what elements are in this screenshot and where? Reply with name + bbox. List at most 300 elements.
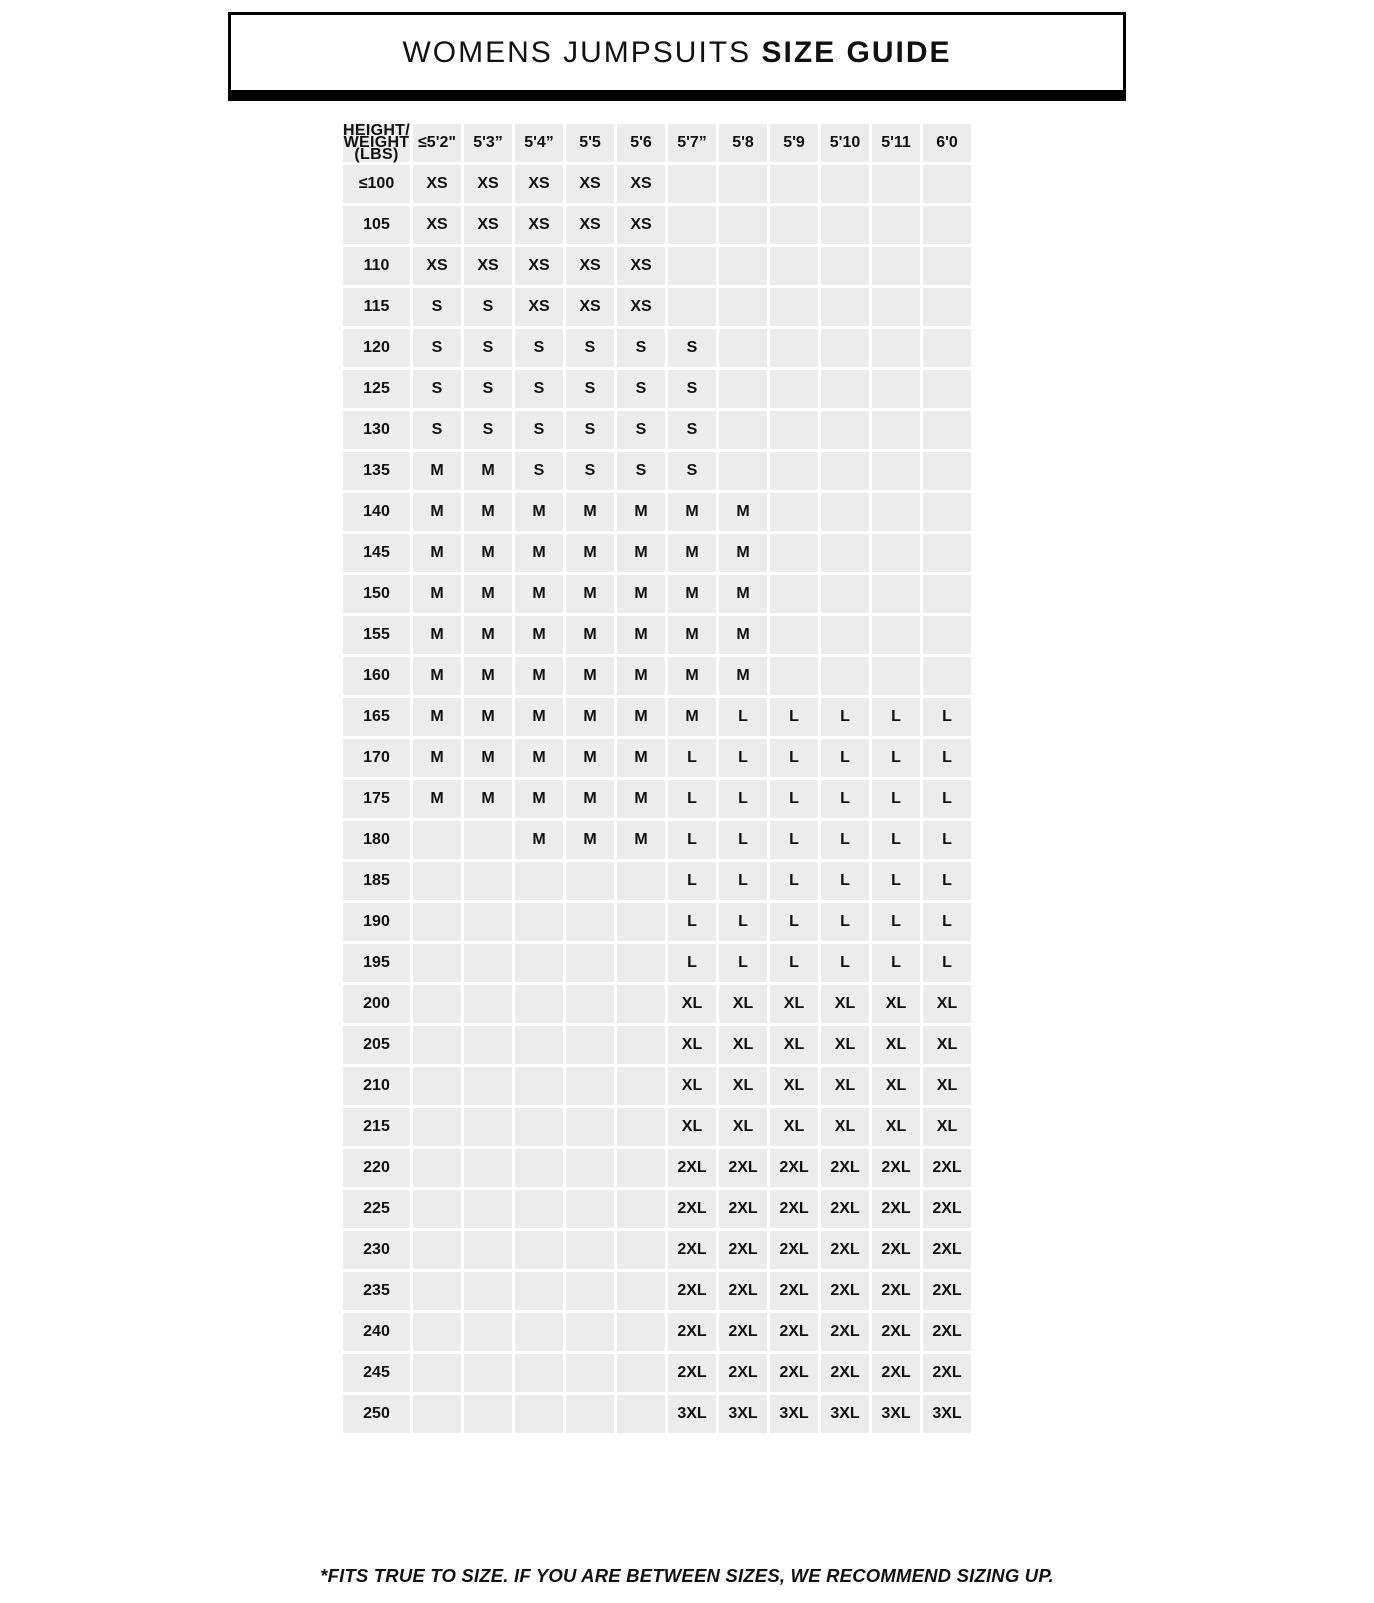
size-cell: 2XL [668,1231,716,1269]
empty-cell [617,1272,665,1310]
table-row [343,821,971,859]
size-cell: L [668,903,716,941]
size-cell: M [464,739,512,777]
table-row [343,739,971,777]
empty-cell [515,1108,563,1146]
row-header: 230 [343,1231,410,1269]
empty-cell [719,288,767,326]
column-header: 5'5 [566,124,614,162]
size-cell: L [923,903,971,941]
empty-cell [464,985,512,1023]
row-header: 245 [343,1354,410,1392]
size-cell: S [617,329,665,367]
empty-cell [719,452,767,490]
table-row [343,698,971,736]
size-cell: 2XL [923,1354,971,1392]
size-cell: 2XL [923,1313,971,1351]
size-cell: L [872,944,920,982]
empty-cell [923,575,971,613]
table-row [343,288,971,326]
empty-cell [413,1272,461,1310]
size-cell: 2XL [770,1313,818,1351]
empty-cell [923,329,971,367]
table-row [343,1026,971,1064]
size-cell: M [566,698,614,736]
empty-cell [617,1149,665,1187]
empty-cell [515,903,563,941]
size-cell: M [464,493,512,531]
empty-cell [464,1190,512,1228]
size-cell: 2XL [668,1149,716,1187]
empty-cell [515,1190,563,1228]
size-cell: XL [770,1026,818,1064]
size-cell: S [515,370,563,408]
size-cell: 3XL [770,1395,818,1433]
empty-cell [515,1395,563,1433]
empty-cell [617,1067,665,1105]
size-cell: XS [566,165,614,203]
size-cell: L [719,944,767,982]
size-cell: M [413,739,461,777]
size-cell: M [668,698,716,736]
size-cell: 2XL [668,1313,716,1351]
table-row [343,165,971,203]
row-header: 210 [343,1067,410,1105]
size-cell: S [617,370,665,408]
corner-label-line1: HEIGHT/ [343,122,410,139]
empty-cell [770,534,818,572]
empty-cell [566,1354,614,1392]
size-cell: L [923,821,971,859]
empty-cell [464,1067,512,1105]
empty-cell [515,944,563,982]
row-header: ≤100 [343,165,410,203]
size-cell: 3XL [923,1395,971,1433]
size-cell: 2XL [668,1354,716,1392]
size-cell: L [872,862,920,900]
empty-cell [821,575,869,613]
size-cell: XS [413,206,461,244]
table-row [343,411,971,449]
size-cell: 2XL [770,1231,818,1269]
empty-cell [821,493,869,531]
size-cell: M [566,657,614,695]
empty-cell [464,1313,512,1351]
size-cell: XL [668,1108,716,1146]
empty-cell [923,616,971,654]
size-cell: L [872,698,920,736]
size-cell: L [923,698,971,736]
size-cell: XL [821,985,869,1023]
empty-cell [617,862,665,900]
size-cell: M [515,739,563,777]
empty-cell [617,1026,665,1064]
empty-cell [413,1313,461,1351]
size-cell: XL [770,985,818,1023]
size-cell: M [617,780,665,818]
size-cell: M [617,493,665,531]
size-cell: M [566,780,614,818]
table-row [343,1395,971,1433]
empty-cell [872,411,920,449]
row-header: 110 [343,247,410,285]
empty-cell [821,534,869,572]
empty-cell [617,1313,665,1351]
empty-cell [515,1026,563,1064]
empty-cell [464,1354,512,1392]
empty-cell [566,944,614,982]
empty-cell [872,247,920,285]
empty-cell [872,165,920,203]
empty-cell [566,1272,614,1310]
table-row [343,575,971,613]
size-cell: S [515,411,563,449]
table-row [343,616,971,654]
empty-cell [770,493,818,531]
row-header: 215 [343,1108,410,1146]
empty-cell [617,1231,665,1269]
table-row [343,1354,971,1392]
empty-cell [464,1149,512,1187]
size-cell: M [464,452,512,490]
size-cell: L [821,739,869,777]
empty-cell [770,370,818,408]
size-cell: 2XL [668,1190,716,1228]
size-cell: 2XL [770,1190,818,1228]
size-cell: S [413,411,461,449]
size-cell: M [719,657,767,695]
size-cell: L [719,862,767,900]
empty-cell [872,575,920,613]
size-cell: M [719,575,767,613]
empty-cell [617,1395,665,1433]
title-underbar [228,90,1126,101]
size-cell: L [872,780,920,818]
title-banner [228,12,1126,101]
empty-cell [872,493,920,531]
row-header: 160 [343,657,410,695]
table-row [343,985,971,1023]
empty-cell [821,616,869,654]
size-cell: XL [872,1026,920,1064]
empty-cell [770,657,818,695]
empty-cell [770,247,818,285]
empty-cell [413,1067,461,1105]
size-cell: M [566,575,614,613]
column-header: 5'7” [668,124,716,162]
empty-cell [566,1108,614,1146]
column-header: 5'10 [821,124,869,162]
size-cell: XS [617,165,665,203]
size-cell: M [413,575,461,613]
row-header: 135 [343,452,410,490]
row-header: 205 [343,1026,410,1064]
empty-cell [464,862,512,900]
size-cell: L [821,698,869,736]
size-cell: L [770,944,818,982]
empty-cell [515,1067,563,1105]
row-header: 195 [343,944,410,982]
size-cell: XL [770,1108,818,1146]
empty-cell [413,821,461,859]
empty-cell [515,985,563,1023]
table-row [343,944,971,982]
empty-cell [872,206,920,244]
empty-cell [923,452,971,490]
empty-cell [566,1026,614,1064]
empty-cell [464,1395,512,1433]
size-cell: M [413,534,461,572]
size-cell: M [413,493,461,531]
size-cell: 2XL [872,1272,920,1310]
size-cell: M [617,534,665,572]
size-cell: XL [668,1067,716,1105]
size-cell: L [923,780,971,818]
size-cell: S [464,288,512,326]
empty-cell [923,288,971,326]
size-cell: S [413,329,461,367]
size-cell: XL [719,985,767,1023]
size-cell: M [668,575,716,613]
empty-cell [413,862,461,900]
size-cell: S [413,288,461,326]
size-cell: 2XL [872,1313,920,1351]
empty-cell [821,657,869,695]
size-cell: 3XL [872,1395,920,1433]
size-cell: M [413,780,461,818]
size-cell: 2XL [719,1354,767,1392]
table-row [343,657,971,695]
empty-cell [923,534,971,572]
empty-cell [464,1272,512,1310]
size-cell: M [566,493,614,531]
empty-cell [923,247,971,285]
empty-cell [413,1190,461,1228]
empty-cell [821,206,869,244]
corner-header [343,124,410,162]
corner-label-line3: (LBS) [354,146,399,163]
row-header: 175 [343,780,410,818]
size-cell: XL [719,1026,767,1064]
size-cell: 2XL [770,1354,818,1392]
size-cell: 2XL [872,1354,920,1392]
size-cell: M [413,698,461,736]
size-cell: L [668,739,716,777]
size-cell: M [617,575,665,613]
empty-cell [566,985,614,1023]
size-cell: S [617,452,665,490]
empty-cell [770,329,818,367]
size-cell: S [566,329,614,367]
size-cell: XL [719,1108,767,1146]
empty-cell [566,1395,614,1433]
empty-cell [617,1354,665,1392]
size-cell: L [770,698,818,736]
size-cell: S [464,370,512,408]
page-title-plain: WOMENS JUMPSUITS [402,35,762,69]
table-row [343,903,971,941]
size-cell: XS [413,247,461,285]
size-cell: M [464,534,512,572]
column-header: 5'3” [464,124,512,162]
size-cell: M [566,616,614,654]
empty-cell [770,575,818,613]
size-cell: XS [515,247,563,285]
row-header: 130 [343,411,410,449]
size-cell: XL [872,985,920,1023]
size-cell: M [719,534,767,572]
size-cell: S [413,370,461,408]
empty-cell [872,452,920,490]
row-header: 155 [343,616,410,654]
row-header: 200 [343,985,410,1023]
size-cell: 2XL [821,1190,869,1228]
empty-cell [923,370,971,408]
empty-cell [770,288,818,326]
size-cell: M [668,616,716,654]
size-cell: M [566,821,614,859]
empty-cell [872,616,920,654]
table-row [343,247,971,285]
empty-cell [668,206,716,244]
empty-cell [515,862,563,900]
column-header: ≤5'2" [413,124,461,162]
empty-cell [566,1190,614,1228]
size-cell: XL [668,1026,716,1064]
table-row [343,329,971,367]
empty-cell [515,1354,563,1392]
table-header-row [343,124,971,162]
size-cell: XL [923,1067,971,1105]
size-cell: 2XL [719,1313,767,1351]
size-cell: M [719,616,767,654]
size-cell: M [617,739,665,777]
empty-cell [668,288,716,326]
size-cell: S [566,452,614,490]
size-cell: L [668,944,716,982]
size-cell: L [872,903,920,941]
row-header: 125 [343,370,410,408]
table-row [343,1108,971,1146]
table-row [343,1313,971,1351]
size-cell: M [617,821,665,859]
empty-cell [464,1231,512,1269]
empty-cell [464,903,512,941]
corner-label-line2: WEIGHT [343,134,410,151]
size-cell: 2XL [923,1231,971,1269]
empty-cell [770,165,818,203]
size-cell: L [770,821,818,859]
size-cell: 2XL [770,1272,818,1310]
size-cell: XS [617,288,665,326]
size-cell: M [515,821,563,859]
size-cell: L [770,862,818,900]
empty-cell [617,903,665,941]
footnote: *FITS TRUE TO SIZE. IF YOU ARE BETWEEN SIZES, WE RECOMMEND SIZING UP. [320,1565,1054,1586]
row-header: 180 [343,821,410,859]
size-cell: 2XL [872,1149,920,1187]
size-cell: 2XL [821,1231,869,1269]
size-cell: XL [923,985,971,1023]
size-cell: L [821,903,869,941]
empty-cell [413,944,461,982]
size-cell: M [668,657,716,695]
size-cell: L [668,780,716,818]
size-cell: M [464,780,512,818]
size-cell: M [464,616,512,654]
size-cell: L [821,821,869,859]
size-cell: XL [821,1026,869,1064]
size-cell: 2XL [872,1231,920,1269]
size-cell: M [515,616,563,654]
table-row [343,1149,971,1187]
size-cell: XS [515,165,563,203]
size-cell: S [617,411,665,449]
table-row [343,862,971,900]
empty-cell [872,657,920,695]
row-header: 145 [343,534,410,572]
size-cell: M [566,534,614,572]
empty-cell [413,1231,461,1269]
empty-cell [821,288,869,326]
empty-cell [923,206,971,244]
empty-cell [413,1108,461,1146]
table-row [343,1067,971,1105]
empty-cell [872,329,920,367]
table-row [343,452,971,490]
empty-cell [464,821,512,859]
empty-cell [515,1231,563,1269]
size-cell: 2XL [719,1149,767,1187]
empty-cell [821,247,869,285]
size-cell: L [872,739,920,777]
size-cell: XS [464,247,512,285]
size-cell: XS [515,288,563,326]
size-cell: L [821,944,869,982]
empty-cell [821,411,869,449]
row-header: 105 [343,206,410,244]
row-header: 225 [343,1190,410,1228]
row-header: 235 [343,1272,410,1310]
table-row [343,534,971,572]
empty-cell [821,452,869,490]
size-cell: XS [413,165,461,203]
size-cell: M [515,493,563,531]
size-cell: S [566,411,614,449]
size-cell: XS [464,165,512,203]
size-cell: XS [566,247,614,285]
empty-cell [515,1313,563,1351]
size-cell: L [770,780,818,818]
size-cell: S [464,411,512,449]
row-header: 165 [343,698,410,736]
size-cell: L [821,862,869,900]
row-header: 250 [343,1395,410,1433]
size-cell: L [872,821,920,859]
size-cell: S [566,370,614,408]
row-header: 115 [343,288,410,326]
size-cell: 3XL [821,1395,869,1433]
empty-cell [719,411,767,449]
empty-cell [872,288,920,326]
empty-cell [617,944,665,982]
size-cell: M [515,657,563,695]
empty-cell [668,247,716,285]
size-cell: L [923,944,971,982]
size-cell: M [617,657,665,695]
empty-cell [668,165,716,203]
table-row [343,1231,971,1269]
